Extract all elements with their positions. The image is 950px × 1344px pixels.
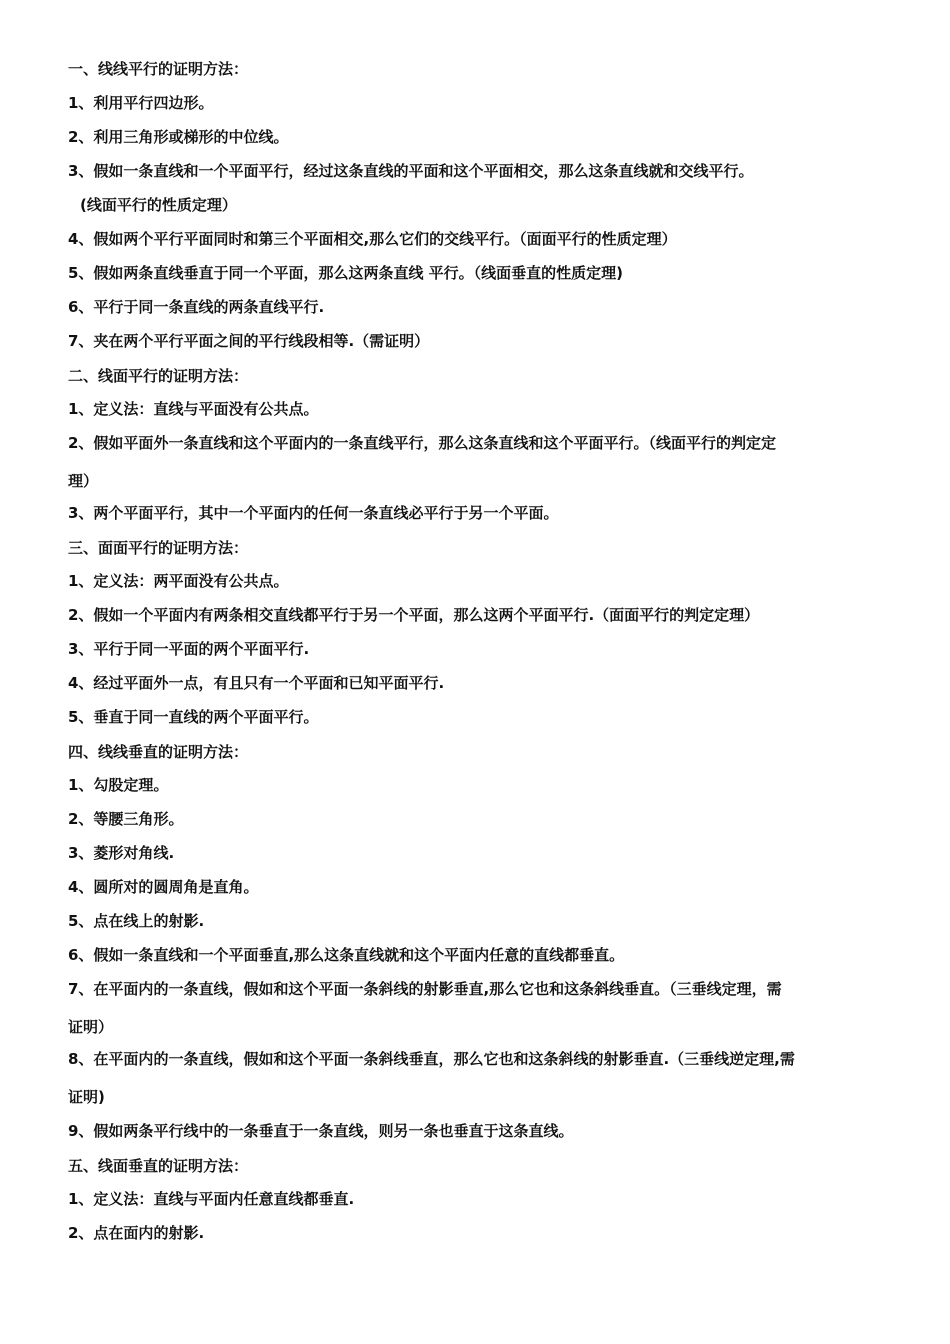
section-heading-2: 二、线面平行的证明方法：: [68, 367, 249, 385]
text-line: 7、夹在两个平行平面之间的平行线段相等.（需证明）: [68, 332, 430, 350]
text-line: 4、假如两个平行平面同时和第三个平面相交,那么它们的交线平行。（面面平行的性质定理）: [68, 230, 677, 248]
section-heading-5: 五、线面垂直的证明方法：: [68, 1157, 249, 1175]
text-line: 1、利用平行四边形。: [68, 94, 214, 112]
text-line: 5、假如两条直线垂直于同一个平面，那么这两条直线 平行。（线面垂直的性质定理): [68, 264, 624, 282]
text-line: 2、假如一个平面内有两条相交直线都平行于另一个平面，那么这两个平面平行.（面面平行的判定定理）: [68, 606, 760, 624]
text-line: (线面平行的性质定理）: [80, 196, 237, 214]
text-line: 1、定义法：直线与平面内任意直线都垂直.: [68, 1190, 355, 1208]
text-line: 3、菱形对角线.: [68, 844, 175, 862]
text-line: 2、利用三角形或梯形的中位线。: [68, 128, 289, 146]
text-line: 1、定义法：两平面没有公共点。: [68, 572, 289, 590]
text-line: 4、圆所对的圆周角是直角。: [68, 878, 259, 896]
text-line: 证明): [68, 1088, 105, 1106]
text-line: 3、平行于同一平面的两个平面平行.: [68, 640, 310, 658]
text-line: 1、定义法：直线与平面没有公共点。: [68, 400, 319, 418]
text-line: 9、假如两条平行线中的一条垂直于一条直线，则另一条也垂直于这条直线。: [68, 1122, 574, 1140]
text-line: 6、平行于同一条直线的两条直线平行.: [68, 298, 325, 316]
text-line: 6、假如一条直线和一个平面垂直,那么这条直线就和这个平面内任意的直线都垂直。: [68, 946, 625, 964]
text-line: 1、勾股定理。: [68, 776, 169, 794]
text-line: 证明）: [68, 1018, 114, 1036]
text-line: 理）: [68, 472, 99, 490]
text-line: 5、垂直于同一直线的两个平面平行。: [68, 708, 319, 726]
text-line: 5、点在线上的射影.: [68, 912, 205, 930]
text-line: 2、点在面内的射影.: [68, 1224, 205, 1242]
text-line: 3、两个平面平行，其中一个平面内的任何一条直线必平行于另一个平面。: [68, 504, 559, 522]
section-heading-4: 四、线线垂直的证明方法：: [68, 743, 249, 761]
section-heading-1: 一、线线平行的证明方法：: [68, 60, 249, 78]
text-line: 2、假如平面外一条直线和这个平面内的一条直线平行，那么这条直线和这个平面平行。（线面平行的判定定: [68, 434, 776, 452]
text-line: 8、在平面内的一条直线，假如和这个平面一条斜线垂直，那么它也和这条斜线的射影垂直.（三垂线逆定理,需: [68, 1050, 795, 1068]
section-heading-3: 三、面面平行的证明方法：: [68, 539, 249, 557]
text-line: 3、假如一条直线和一个平面平行，经过这条直线的平面和这个平面相交，那么这条直线就和交线平行。: [68, 162, 754, 180]
text-line: 2、等腰三角形。: [68, 810, 184, 828]
text-line: 7、在平面内的一条直线，假如和这个平面一条斜线的射影垂直,那么它也和这条斜线垂直。（三垂线定理，需: [68, 980, 782, 998]
text-line: 4、经过平面外一点，有且只有一个平面和已知平面平行.: [68, 674, 445, 692]
